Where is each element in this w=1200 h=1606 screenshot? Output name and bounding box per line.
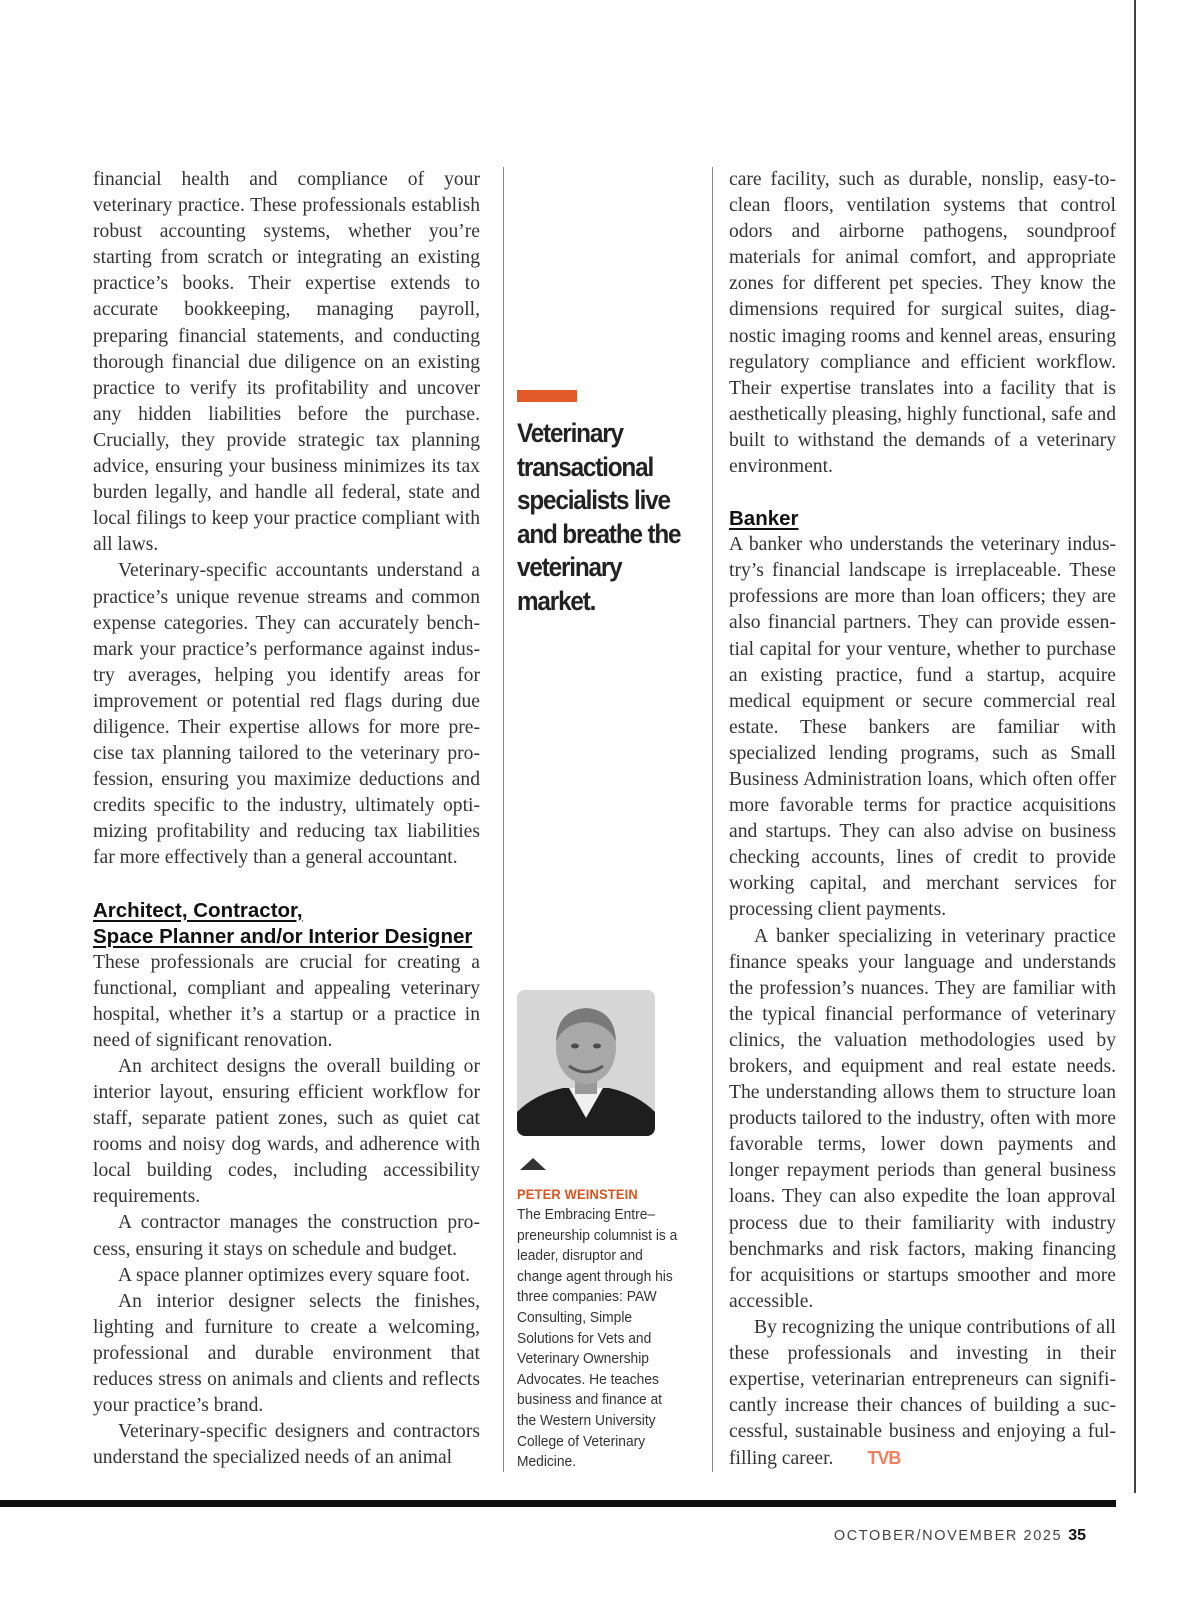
author-photo [517, 990, 655, 1136]
body-paragraph: A banker who understands the veterinary industry’s financial landscape is irreplaceable. These professions are more than loan officers; they are also financial partners. They can provide essential capital for your venture, whether to purchase an existing practice, fund a startup, acquire medical equipment or secure commercial real estate. These bankers are familiar with specialized lending programs, such as Small Business Administration loans, which often offer more favorable terms for practice acquisitions and startups. They can also advise on business checking accounts, lines of credit to provide working capital, and merchant services for processing client payments. [729, 534, 1116, 921]
section-heading-architect [93, 898, 480, 950]
footer-rule [0, 1500, 1116, 1507]
right-column [729, 167, 1116, 1473]
page-number: 35 [1068, 1527, 1086, 1544]
author-portrait-icon [517, 990, 655, 1136]
pull-quote-accent-bar [517, 390, 577, 402]
body-paragraph: financial health and compliance of your veterinary practice. These professionals establish robust accounting systems, whether you’re starting from scratch or integrating an existing practice’s books. Their expertise extends to accurate bookkeeping, managing payroll, preparing financial statements, and conducting thorough financial due diligence on an existing practice to verify its profitability and uncover any hidden liabilities before the purchase. Crucially, they provide strategic tax planning advice, ensuring your business minimizes its tax burden legally, and handle all federal, state and local filings to keep your practice compliant with all laws. [93, 169, 480, 556]
left-column [93, 167, 480, 1471]
closing-text: By recognizing the unique contributions of all these professionals and investing in their expertise, veterinarian entrepreneurs can significantly increase their chances of building a successful, sustainable business and enjoying a fulfilling career. [729, 1316, 1116, 1470]
heading-line: Architect, Contractor, [93, 898, 303, 922]
author-name: PETER WEINSTEIN [517, 1186, 638, 1202]
issue-date: OCTOBER/NOVEMBER 2025 [833, 1528, 1063, 1544]
body-paragraph [729, 1315, 1116, 1473]
section-heading-banker [729, 506, 1116, 532]
caption-pointer-icon [520, 1158, 546, 1170]
page-edge-rule [1134, 0, 1136, 1493]
author-bio: The Embracing Entre–preneurship columnist is a leader, disruptor and change agent through his three companies: PAW Consulting, Simple Solutions for Vets and Veterinary Ownership Advocates. He teaches business and finance at the Western University College of Veterinary Medicine. [517, 1206, 678, 1471]
body-paragraph: An architect designs the overall building or interior layout, ensuring efficient workflow for staff, separate patient zones, such as quiet cat rooms and noisy dog wards, and adherence with local building codes, including accessibility requirements. [93, 1055, 480, 1208]
body-paragraph: A contractor manages the construction process, ensuring it stays on schedule and budget. [93, 1212, 480, 1260]
pull-quote: Veterinary transactional specialists live and breathe the veterinary market. [517, 418, 681, 616]
body-paragraph: A banker specializing in veterinary practice finance speaks your language and understands the profession’s nuances. They are familiar with the typical financial performance of veterinary clinics, the valuation methodologies used by brokers, and equipment and real estate needs. The understanding allows them to structure loan products tailored to the industry, often with more favorable terms, lower down payments and longer repayment periods than general business loans. They can also expedite the loan approval process due to their familiarity with industry benchmarks and risk factors, making financing for acquisitions or startups smoother and more accessible. [729, 925, 1116, 1312]
column-divider [712, 167, 713, 1472]
body-paragraph: Veterinary-specific designers and contractors understand the specialized needs of an animal [93, 1421, 480, 1469]
body-paragraph: care facility, such as durable, nonslip, easy-to-clean floors, ventilation systems that control odors and airborne pathogens, soundproof materials for animal comfort, and appropriate zones for different pet species. They know the dimensions required for surgical suites, diagnostic imaging rooms and kennel areas, ensuring regulatory compliance and efficient workflow. Their expertise translates into a facility that is aesthetically pleasing, highly functional, safe and built to withstand the demands of a veterinary environment. [729, 169, 1116, 478]
body-paragraph: A space planner optimizes every square foot. [118, 1264, 471, 1286]
heading-line: Banker [729, 507, 799, 531]
body-paragraph: Veterinary-specific accountants understand a practice’s unique revenue streams and common expense categories. They can accurately benchmark your practice’s performance against industry averages, helping you identify areas for improvement or potential red flags during due diligence. Their expertise allows for more precise tax planning tailored to the veterinary profession, ensuring you maximize deductions and credits specific to the industry, ultimately optimizing profitability and reducing tax liabilities far more effectively than a general accountant. [93, 560, 480, 869]
column-divider [503, 167, 504, 1472]
footer [834, 1527, 1086, 1545]
tvb-end-mark-logo: TVB [867, 1448, 901, 1469]
heading-line: Space Planner and/or Interior Designer [93, 924, 473, 948]
body-paragraph: An interior designer selects the finishes, lighting and furniture to create a welcoming, professional and durable environment that reduces stress on animals and clients and reflects your practice’s brand. [93, 1290, 480, 1417]
body-paragraph: These professionals are crucial for creating a functional, compliant and appealing veterinary hospital, whether it’s a startup or a practice in need of significant renovation. [93, 951, 480, 1051]
